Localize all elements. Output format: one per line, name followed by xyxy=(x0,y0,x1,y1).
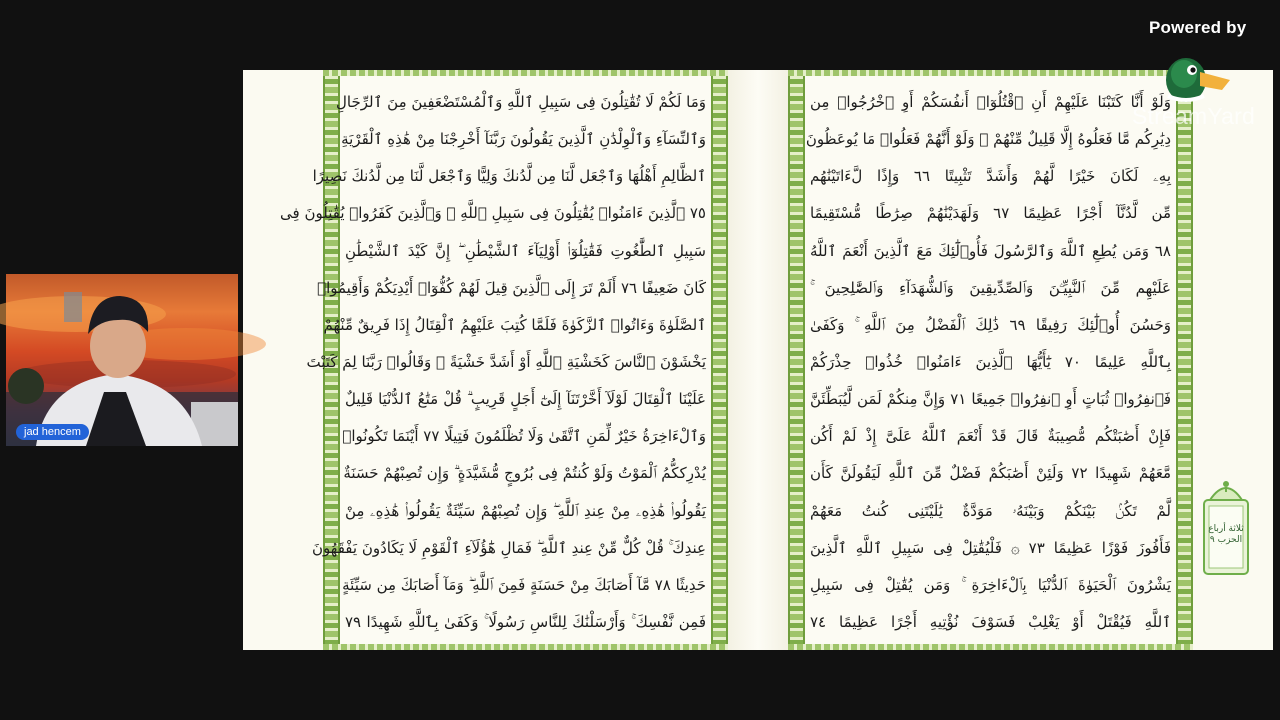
hizb-marker-icon xyxy=(1200,478,1252,578)
page-border-decoration xyxy=(1176,70,1193,650)
verse-line: دِيَٰرِكُم مَّا فَعَلُوهُ إِلَّا قَلِيلٌ مِّنْهُمْ ۖ وَلَوْ أَنَّهُمْ فَعَلُوا۟ مَا يُوعَظُونَ xyxy=(805,130,1171,149)
verse-line: يَشْرُونَ ٱلْحَيَوٰةَ ٱلدُّنْيَا بِٱلْءَاخِرَةِ ۚ وَمَن يُقَٰتِلْ فِى سَبِيلِ xyxy=(810,575,1171,594)
page-border-decoration xyxy=(788,70,805,650)
verse-line: عَلَيْنَا ٱلْقِتَالَ لَوْلَآ أَخَّرْتَنَآ إِلَىٰٓ أَجَلٍ قَرِيبٍ ۗ قُلْ مَتَٰعُ ٱلدُّنْيَا قَلِيلٌ xyxy=(345,390,706,409)
page-border-decoration xyxy=(323,644,728,650)
verse-line: بِٱللَّهِ عَلِيمًا ٧٠ يَٰٓأَيُّهَا ٱلَّذِينَ ءَامَنُوا۟ خُذُوا۟ حِذْرَكُمْ xyxy=(810,352,1171,371)
verse-line: يَقُولُوا۟ هَٰذِهِۦ مِنْ عِندِ ٱللَّهِ ۖ وَإِن تُصِبْهُمْ سَيِّئَةٌ يَقُولُوا۟ هَٰذِهِۦ مِنْ xyxy=(345,501,706,520)
verse-line: مَّعَهُمْ شَهِيدًا ٧٢ وَلَئِنْ أَصَٰبَكُمْ فَضْلٌ مِّنَ ٱللَّهِ لَيَقُولَنَّ كَأَن xyxy=(810,464,1171,483)
verse-line: وَحَسُنَ أُو۟لَٰٓئِكَ رَفِيقًا ٦٩ ذَٰلِكَ ٱلْفَضْلُ مِنَ ٱللَّهِ ۚ وَكَفَىٰ xyxy=(810,315,1171,334)
verse-line: يَخْشَوْنَ ٱلنَّاسَ كَخَشْيَةِ ٱللَّهِ أَوْ أَشَدَّ خَشْيَةً ۚ وَقَالُوا۟ رَبَّنَا لِمَ كَتَبْتَ xyxy=(306,352,706,371)
verse-line: فَٱنفِرُوا۟ ثُبَاتٍ أَوِ ٱنفِرُوا۟ جَمِيعًا ٧١ وَإِنَّ مِنكُمْ لَمَن لَّيُبَطِّئَنَّ xyxy=(810,390,1171,409)
verse-line: ٦٨ وَمَن يُطِعِ ٱللَّهَ وَٱلرَّسُولَ فَأُو۟لَٰٓئِكَ مَعَ ٱلَّذِينَ أَنْعَمَ ٱللَّهُ xyxy=(810,241,1171,260)
participant-video-feed xyxy=(6,274,238,446)
verse-line: وَٱلنِّسَآءِ وَٱلْوِلْدَٰنِ ٱلَّذِينَ يَقُولُونَ رَبَّنَآ أَخْرِجْنَا مِنْ هَٰذِهِ ٱلْقَرْيَةِ xyxy=(341,130,706,149)
verse-lines xyxy=(280,84,706,640)
quran-page-left xyxy=(280,70,728,650)
quran-viewer xyxy=(243,70,1273,650)
page-gutter xyxy=(728,70,788,650)
verse-line: فَأَفُوزَ فَوْزًا عَظِيمًا ٧٣ ۞ فَلْيُقَٰتِلْ فِى سَبِيلِ ٱللَّهِ ٱلَّذِينَ xyxy=(810,538,1171,557)
verse-line: عَلَيْهِم مِّنَ ٱلنَّبِيِّـۧنَ وَٱلصِّدِّيقِينَ وَٱلشُّهَدَآءِ وَٱلصَّٰلِحِينَ ۚ xyxy=(810,278,1171,297)
verse-line: ٧٥ ٱلَّذِينَ ءَامَنُوا۟ يُقَٰتِلُونَ فِى سَبِيلِ ٱللَّهِ ۖ وَٱلَّذِينَ كَفَرُوا۟ يُقَٰتِلُونَ فِى xyxy=(280,204,706,223)
verse-line: وَلَوْ أَنَّا كَتَبْنَا عَلَيْهِمْ أَنِ ٱقْتُلُوٓا۟ أَنفُسَكُمْ أَوِ ٱخْرُجُوا۟ مِن xyxy=(810,93,1171,111)
participant-video-tile[interactable] xyxy=(6,274,238,446)
page-border-decoration xyxy=(788,644,1193,650)
verse-line: عِندِكَ ۚ قُلْ كُلٌّ مِّنْ عِندِ ٱللَّهِ ۖ فَمَالِ هَٰٓؤُلَآءِ ٱلْقَوْمِ لَا يَكَادُونَ يَفْقَهُونَ xyxy=(312,538,706,557)
verse-lines xyxy=(805,84,1172,640)
verse-line: وَٱلْءَاخِرَةُ خَيْرٌ لِّمَنِ ٱتَّقَىٰ وَلَا تُظْلَمُونَ فَتِيلًا ٧٧ أَيْنَمَا تَكُونُوا۟ xyxy=(342,427,706,446)
page-border-decoration xyxy=(711,70,728,650)
page-border-decoration xyxy=(323,70,728,76)
streamyard-watermark: StreamYard xyxy=(1132,103,1256,129)
verse-line: فَمِن نَّفْسِكَ ۚ وَأَرْسَلْنَٰكَ لِلنَّاسِ رَسُولًا ۚ وَكَفَىٰ بِٱللَّهِ شَهِيدًا ٧٩ xyxy=(345,612,706,631)
verse-line: حَدِيثًا ٧٨ مَّآ أَصَابَكَ مِنْ حَسَنَةٍ فَمِنَ ٱللَّهِ ۖ وَمَآ أَصَابَكَ مِن سَيِّئَةٍ xyxy=(342,575,706,594)
verse-line: ٱللَّهِ فَيُقْتَلْ أَوْ يَغْلِبْ فَسَوْفَ نُؤْتِيهِ أَجْرًا عَظِيمًا ٧٤ xyxy=(810,612,1171,631)
streamyard-duck-icon xyxy=(1160,44,1232,104)
verse-line: ٱلظَّالِمِ أَهْلُهَا وَٱجْعَل لَّنَا مِن لَّدُنكَ وَلِيًّا وَٱجْعَل لَّنَا مِن لَّدُنكَ نَصِيرًا xyxy=(312,167,706,186)
verse-line: سَبِيلِ ٱلطَّٰغُوتِ فَقَٰتِلُوٓا۟ أَوْلِيَآءَ ٱلشَّيْطَٰنِ ۖ إِنَّ كَيْدَ ٱلشَّيْطَٰنِ xyxy=(345,241,706,260)
verse-line: كَانَ ضَعِيفًا ٧٦ أَلَمْ تَرَ إِلَى ٱلَّذِينَ قِيلَ لَهُمْ كُفُّوٓا۟ أَيْدِيَكُمْ وَأَقِيمُوا۟ xyxy=(317,278,706,297)
verse-line: فَإِنْ أَصَٰبَتْكُم مُّصِيبَةٌ قَالَ قَدْ أَنْعَمَ ٱللَّهُ عَلَىَّ إِذْ لَمْ أَكُن xyxy=(810,427,1171,446)
participant-name-badge: jad hencem xyxy=(16,424,89,440)
verse-line: وَمَا لَكُمْ لَا تُقَٰتِلُونَ فِى سَبِيلِ ٱللَّهِ وَٱلْمُسْتَضْعَفِينَ مِنَ ٱلرِّجَالِ xyxy=(336,93,706,111)
hizb-marker-label: ثلاثة أرباع الحزب ٩ xyxy=(1208,524,1244,545)
verse-line: بِهِۦ لَكَانَ خَيْرًا لَّهُمْ وَأَشَدَّ تَثْبِيتًا ٦٦ وَإِذًا لَّءَاتَيْنَٰهُم xyxy=(810,167,1171,186)
verse-line: مِّن لَّدُنَّآ أَجْرًا عَظِيمًا ٦٧ وَلَهَدَيْنَٰهُمْ صِرَٰطًا مُّسْتَقِيمًا xyxy=(810,204,1172,223)
verse-line: ٱلصَّلَوٰةَ وَءَاتُوا۟ ٱلزَّكَوٰةَ فَلَمَّا كُتِبَ عَلَيْهِمُ ٱلْقِتَالُ إِذَا فَرِيقٌ مِّنْهُمْ xyxy=(323,315,706,334)
verse-line: لَّمْ تَكُنۢ بَيْنَكُمْ وَبَيْنَهُۥ مَوَدَّةٌ يَٰلَيْتَنِى كُنتُ مَعَهُمْ xyxy=(810,501,1171,520)
page-border-decoration xyxy=(788,70,1193,76)
verse-line: يُدْرِككُّمُ ٱلْمَوْتُ وَلَوْ كُنتُمْ فِى بُرُوجٍ مُّشَيَّدَةٍ ۗ وَإِن تُصِبْهُمْ حَسَنَةٌ xyxy=(343,464,706,483)
quran-page-right xyxy=(788,70,1193,650)
powered-by-label: Powered by xyxy=(1149,18,1247,37)
